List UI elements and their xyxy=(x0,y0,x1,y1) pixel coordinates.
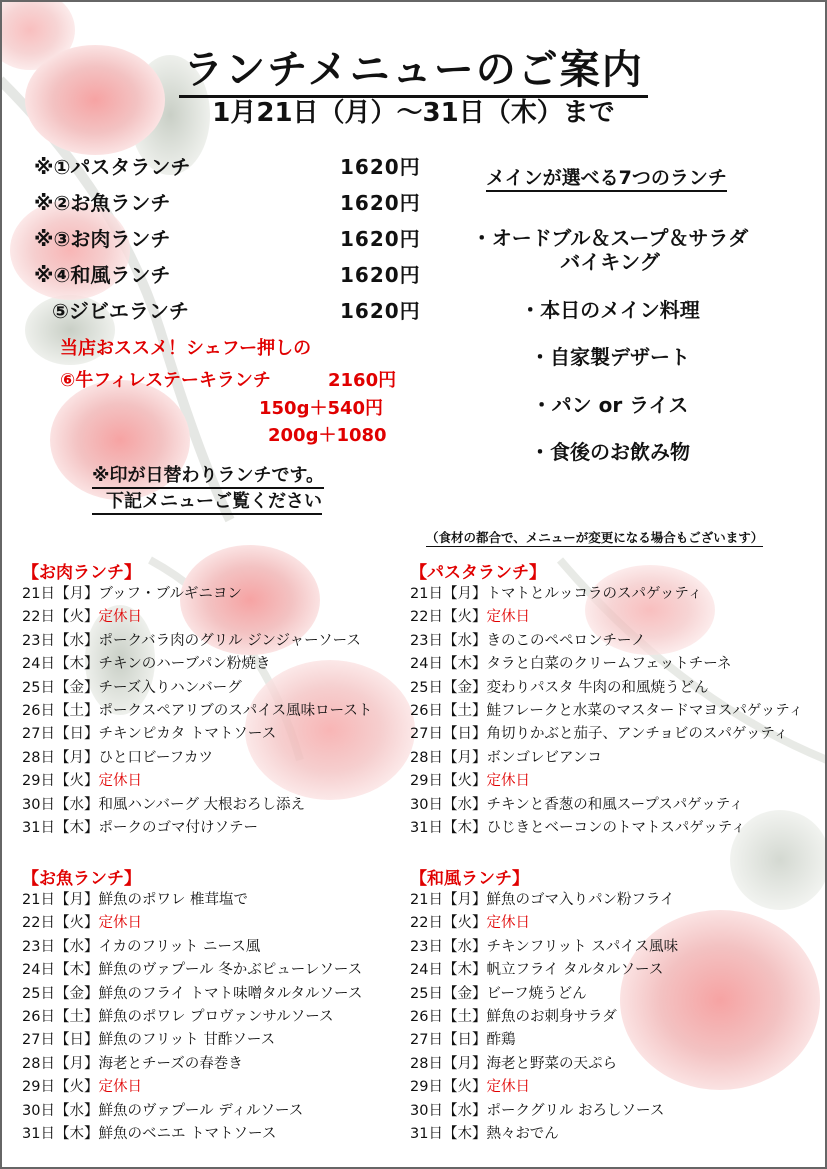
menu-item-day: 28日【月】 xyxy=(410,1055,487,1072)
menu-item-dish: チキンのハーブパン粉焼き xyxy=(98,656,271,673)
menu-item-day: 26日【土】 xyxy=(410,703,487,720)
closed-day-label: 定休日 xyxy=(486,609,530,626)
menu-item-day: 25日【金】 xyxy=(410,679,487,696)
menu-item-day: 31日【木】 xyxy=(22,820,99,837)
menu-item-dish: ポークグリル おろしソース xyxy=(486,1102,665,1119)
pasta-lunch-list xyxy=(410,583,803,840)
closed-day-label: 定休日 xyxy=(486,915,530,932)
menu-item-day: 26日【土】 xyxy=(410,1009,487,1026)
menu-item-dish: 鮮魚のお刺身サラダ xyxy=(486,1009,617,1026)
menu-item xyxy=(22,770,372,793)
menu-item xyxy=(410,747,803,770)
lunch-price: 1620円 xyxy=(340,155,421,179)
feature-item: バイキング xyxy=(560,250,660,274)
feature-item: ・食後のお飲み物 xyxy=(530,440,690,464)
menu-item xyxy=(22,1029,362,1052)
menu-item xyxy=(22,606,372,629)
menu-item-day: 31日【木】 xyxy=(22,1126,99,1143)
menu-item xyxy=(22,747,372,770)
fish-lunch-heading: 【お魚ランチ】 xyxy=(22,869,141,889)
menu-item xyxy=(410,770,803,793)
menu-item xyxy=(22,1053,362,1076)
menu-item-day: 29日【火】 xyxy=(410,1079,487,1096)
menu-item-day: 28日【月】 xyxy=(22,749,99,766)
menu-item xyxy=(410,817,803,840)
menu-item-dish: タラと白菜のクリームフェットチーネ xyxy=(486,656,732,673)
menu-item-dish: イカのフリット ニース風 xyxy=(98,938,261,955)
menu-item-dish: 角切りかぶと茄子、アンチョビのスパゲッティ xyxy=(486,726,789,743)
menu-item-day: 24日【木】 xyxy=(410,962,487,979)
menu-item xyxy=(22,889,362,912)
closed-day-label: 定休日 xyxy=(98,609,142,626)
menu-item-day: 22日【火】 xyxy=(410,915,487,932)
lunch-name: ※②お魚ランチ xyxy=(34,191,171,215)
menu-item xyxy=(410,1123,678,1146)
menu-item-day: 29日【火】 xyxy=(22,1079,99,1096)
menu-item-day: 30日【水】 xyxy=(22,796,99,813)
menu-item xyxy=(22,959,362,982)
menu-item xyxy=(22,1006,362,1029)
features-heading: メインが選べる7つのランチ xyxy=(486,163,727,192)
menu-item-day: 21日【月】 xyxy=(410,892,487,908)
menu-item-dish: 鮮魚のポワレ 椎茸塩で xyxy=(98,892,249,908)
menu-item-dish: 酢鶏 xyxy=(486,1032,516,1049)
menu-item-day: 30日【水】 xyxy=(410,796,487,813)
menu-item-dish: 鮮魚のポワレ プロヴァンサルソース xyxy=(98,1009,334,1026)
menu-item xyxy=(22,1123,362,1146)
menu-item-dish: ボンゴレビアンコ xyxy=(486,749,602,766)
period: 1月21日（月）～31日（木）まで xyxy=(212,98,615,128)
menu-item-day: 23日【水】 xyxy=(410,938,487,955)
lunch-price: 1620円 xyxy=(340,263,421,287)
recommend-option-200g: 200g＋1080 xyxy=(268,425,387,446)
lunch-price: 1620円 xyxy=(340,227,421,251)
recommend-name: ⑥牛フィレステーキランチ xyxy=(60,370,271,391)
note-line-2: 下記メニューご覧ください xyxy=(92,487,322,515)
menu-item-day: 22日【火】 xyxy=(22,609,99,626)
menu-item xyxy=(410,983,678,1006)
menu-item xyxy=(22,653,372,676)
menu-item-day: 24日【木】 xyxy=(22,656,99,673)
menu-item xyxy=(22,700,372,723)
menu-item-dish: 熱々おでん xyxy=(486,1126,559,1143)
menu-item xyxy=(410,1053,678,1076)
menu-item-day: 31日【木】 xyxy=(410,820,487,837)
menu-item xyxy=(22,983,362,1006)
menu-item-dish: ブッフ・ブルギニヨン xyxy=(98,586,242,602)
menu-item-day: 28日【月】 xyxy=(22,1055,99,1072)
menu-item xyxy=(22,1076,362,1099)
menu-item-day: 21日【月】 xyxy=(410,586,487,602)
closed-day-label: 定休日 xyxy=(98,1079,142,1096)
feature-item: ・オードブル＆スープ＆サラダ xyxy=(471,226,749,250)
japanese-lunch-list xyxy=(410,889,678,1146)
menu-item-day: 25日【金】 xyxy=(22,679,99,696)
menu-item-dish: ポークスペアリブのスパイス風味ロースト xyxy=(98,703,373,720)
menu-item xyxy=(410,1100,678,1123)
menu-item-day: 31日【木】 xyxy=(410,1126,487,1143)
menu-item xyxy=(410,936,678,959)
menu-item xyxy=(22,630,372,653)
menu-item-day: 22日【火】 xyxy=(22,915,99,932)
menu-item xyxy=(410,959,678,982)
closed-day-label: 定休日 xyxy=(486,773,530,790)
meat-lunch-list xyxy=(22,583,372,840)
page-title: ランチメニューのご案内 xyxy=(0,38,827,95)
menu-item-day: 27日【日】 xyxy=(22,726,99,743)
menu-item xyxy=(410,889,678,912)
menu-item-day: 28日【月】 xyxy=(410,749,487,766)
menu-item-dish: ひじきとベーコンのトマトスパゲッティ xyxy=(486,820,746,837)
menu-item-day: 23日【水】 xyxy=(410,632,487,649)
menu-item-day: 27日【日】 xyxy=(410,726,487,743)
menu-item-dish: 海老と野菜の天ぷら xyxy=(486,1055,617,1072)
menu-item-day: 29日【火】 xyxy=(410,773,487,790)
lunch-name: ⑤ジビエランチ xyxy=(52,299,189,323)
menu-item-dish: チキンと香葱の和風スープスパゲッティ xyxy=(486,796,744,813)
japanese-lunch-heading: 【和風ランチ】 xyxy=(410,869,529,889)
menu-item xyxy=(410,794,803,817)
menu-item-dish: ポークバラ肉のグリル ジンジャーソース xyxy=(98,632,361,649)
menu-item-dish: 鮭フレークと水菜のマスタードマヨスパゲッティ xyxy=(486,703,804,720)
menu-item-day: 30日【水】 xyxy=(410,1102,487,1119)
menu-item-dish: 帆立フライ タルタルソース xyxy=(486,962,664,979)
menu-item-day: 27日【日】 xyxy=(22,1032,99,1049)
menu-item xyxy=(410,583,803,606)
pasta-lunch-heading: 【パスタランチ】 xyxy=(410,563,546,583)
menu-item-dish: チキンフリット スパイス風味 xyxy=(486,938,679,955)
menu-item-day: 21日【月】 xyxy=(22,586,99,602)
menu-item-dish: 和風ハンバーグ 大根おろし添え xyxy=(98,796,306,813)
fish-lunch-list xyxy=(22,889,362,1146)
menu-item-day: 24日【木】 xyxy=(22,962,99,979)
menu-item xyxy=(410,677,803,700)
menu-item xyxy=(410,653,803,676)
feature-item: ・本日のメイン料理 xyxy=(520,298,700,322)
menu-item xyxy=(22,794,372,817)
meat-lunch-heading: 【お肉ランチ】 xyxy=(22,563,141,583)
menu-item-day: 29日【火】 xyxy=(22,773,99,790)
menu-item-dish: 鮮魚のゴマ入りパン粉フライ xyxy=(486,892,675,908)
menu-item xyxy=(22,912,362,935)
lunch-name: ※③お肉ランチ xyxy=(34,227,171,251)
disclaimer: （食材の都合で、メニューが変更になる場合もございます） xyxy=(426,530,764,545)
menu-item-dish: 変わりパスタ 牛肉の和風焼うどん xyxy=(486,679,709,696)
closed-day-label: 定休日 xyxy=(486,1079,530,1096)
menu-item xyxy=(410,630,803,653)
menu-item-dish: トマトとルッコラのスパゲッティ xyxy=(486,586,703,602)
menu-item xyxy=(22,677,372,700)
menu-item-dish: きのこのペペロンチーノ xyxy=(486,632,646,649)
closed-day-label: 定休日 xyxy=(98,773,142,790)
menu-item-day: 26日【土】 xyxy=(22,1009,99,1026)
menu-item xyxy=(410,606,803,629)
lunch-price: 1620円 xyxy=(340,299,421,323)
recommend-option-150g: 150g＋540円 xyxy=(259,398,384,419)
menu-item xyxy=(22,1100,362,1123)
menu-item-dish: チキンピカタ トマトソース xyxy=(98,726,277,743)
menu-item xyxy=(410,1076,678,1099)
lunch-name: ※①パスタランチ xyxy=(34,155,191,179)
menu-item-dish: ひと口ビーフカツ xyxy=(98,749,214,766)
menu-item xyxy=(410,1006,678,1029)
menu-item-day: 22日【火】 xyxy=(410,609,487,626)
recommend-price: 2160円 xyxy=(328,370,397,391)
menu-item xyxy=(410,723,803,746)
menu-item-day: 27日【日】 xyxy=(410,1032,487,1049)
menu-item-day: 26日【土】 xyxy=(22,703,99,720)
menu-item-dish: 鮮魚のフライ トマト味噌タルタルソース xyxy=(98,985,363,1002)
menu-item-day: 25日【金】 xyxy=(410,985,487,1002)
menu-item-dish: 鮮魚のベニエ トマトソース xyxy=(98,1126,277,1143)
menu-item-dish: 鮮魚のヴァプール 冬かぶピューレソース xyxy=(98,962,363,979)
menu-item-day: 23日【水】 xyxy=(22,938,99,955)
feature-item: ・自家製デザート xyxy=(530,345,690,369)
menu-item-day: 25日【金】 xyxy=(22,985,99,1002)
menu-item xyxy=(22,936,362,959)
menu-item-day: 24日【木】 xyxy=(410,656,487,673)
menu-item xyxy=(22,817,372,840)
note-line-1: ※印が日替わりランチです。 xyxy=(92,461,324,489)
menu-item-dish: 鮮魚のフリット 甘酢ソース xyxy=(98,1032,276,1049)
menu-item xyxy=(410,912,678,935)
menu-item xyxy=(22,583,372,606)
menu-item xyxy=(410,1029,678,1052)
menu-item xyxy=(410,700,803,723)
recommend-intro: 当店おススメ！シェフー押しの xyxy=(60,338,312,359)
menu-item-dish: 海老とチーズの春巻き xyxy=(98,1055,243,1072)
menu-item-day: 30日【水】 xyxy=(22,1102,99,1119)
menu-item-dish: ポークのゴマ付けソテー xyxy=(98,820,258,837)
feature-item: ・パン or ライス xyxy=(531,393,689,417)
menu-item xyxy=(22,723,372,746)
menu-item-dish: チーズ入りハンバーグ xyxy=(98,679,242,696)
menu-item-dish: 鮮魚のヴァプール ディルソース xyxy=(98,1102,304,1119)
menu-item-dish: ビーフ焼うどん xyxy=(486,985,587,1002)
closed-day-label: 定休日 xyxy=(98,915,142,932)
lunch-name: ※④和風ランチ xyxy=(34,263,171,287)
menu-item-day: 23日【水】 xyxy=(22,632,99,649)
menu-item-day: 21日【月】 xyxy=(22,892,99,908)
lunch-price: 1620円 xyxy=(340,191,421,215)
